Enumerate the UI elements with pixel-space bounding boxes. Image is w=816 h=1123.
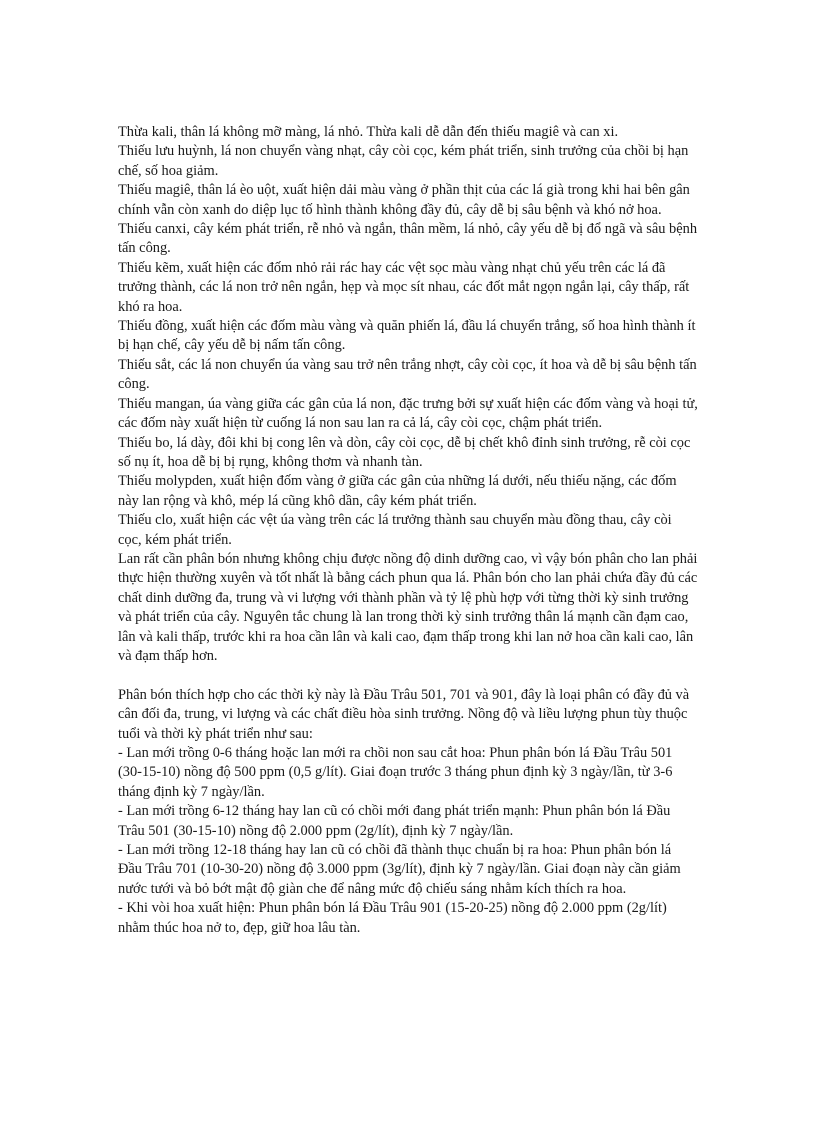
list-item-stage-6-12: - Lan mới trồng 6-12 tháng hay lan cũ có chồi mới đang phát triển mạnh: Phun phân bón lá Đầu Trâu 501 (30-15-10) nồng độ 2.000 ppm (2g/lít), định kỳ 7 ngày/lần. [118, 803, 671, 839]
paragraph-fertilizer-principles: Lan rất cần phân bón nhưng không chịu được nồng độ dinh dưỡng cao, vì vậy bón phân cho lan phải thực hiện thường xuyên và tốt nhất là bằng cách phun qua lá. Phân bón cho lan phải chứa đầy đủ các chất dinh dưỡng đa, trung và vi lượng với thành phần và tỷ lệ phù hợp với từng thời kỳ sinh trưởng và phát triển của cây. Nguyên tắc chung là lan trong thời kỳ sinh trưởng thân lá mạnh cần đạm cao, lân và kali thấp, trước khi ra hoa cần lân và kali cao, đạm thấp trong khi lan nở hoa cần kali cao, lân và đạm thấp hơn. [118, 550, 698, 664]
list-item-stage-0-6: - Lan mới trồng 0-6 tháng hoặc lan mới ra chồi non sau cắt hoa: Phun phân bón lá Đầu Trâu 501 (30-15-10) nồng độ 500 ppm (0,5 g/lít). Giai đoạn trước 3 tháng phun định kỳ 3 ngày/lần, từ 3-6 tháng định kỳ 7 ngày/lần. [118, 744, 673, 800]
paragraph-magnesium-deficiency: Thiếu magiê, thân lá èo uột, xuất hiện dải màu vàng ở phần thịt của các lá già trong khi hai bên gân chính vẫn còn xanh do diệp lục tố hình thành không đầy đủ, cây dễ bị sâu bệnh và khó nở hoa. [118, 182, 690, 218]
paragraph-fertilizer-intro: Phân bón thích hợp cho các thời kỳ này là Đầu Trâu 501, 701 và 901, đây là loại phân có đầy đủ và cân đối đa, trung, vi lượng và các chất điều hòa sinh trưởng. Nồng độ và liều lượng phun tùy thuộc tuổi và thời kỳ phát triển như sau: [118, 686, 690, 742]
paragraph-molybdenum-deficiency: Thiếu molypden, xuất hiện đốm vàng ở giữa các gân của những lá dưới, nếu thiếu nặng, các đốm này lan rộng và khô, mép lá cũng khô dần, cây kém phát triển. [118, 473, 677, 509]
paragraph-zinc-deficiency: Thiếu kẽm, xuất hiện các đốm nhỏ rải rác hay các vệt sọc màu vàng nhạt chủ yếu trên các lá đã trưởng thành, các lá non trở nên ngắn, hẹp và mọc sít nhau, các đốt mắt ngọn ngắn lại, cây thấp, rất khó ra hoa. [118, 259, 690, 315]
paragraph-calcium-deficiency: Thiếu canxi, cây kém phát triển, rễ nhỏ và ngắn, thân mềm, lá nhỏ, cây yếu dễ bị đổ ngã và sâu bệnh tấn công. [118, 221, 698, 257]
paragraph-spacer [118, 666, 698, 685]
paragraph-boron-deficiency: Thiếu bo, lá dày, đôi khi bị cong lên và dòn, cây còi cọc, dễ bị chết khô đỉnh sinh trưởng, rễ còi cọc số nụ ít, hoa dễ bị bị rụng, không thơm và nhanh tàn. [118, 434, 691, 470]
paragraph-iron-deficiency: Thiếu sắt, các lá non chuyển úa vàng sau trở nên trắng nhợt, cây còi cọc, ít hoa và dễ bị sâu bệnh tấn công. [118, 356, 697, 393]
list-item-flowering: - Khi vòi hoa xuất hiện: Phun phân bón lá Đầu Trâu 901 (15-20-25) nồng độ 2.000 ppm (2g/lít) nhằm thúc hoa nở to, đẹp, giữ hoa lâu tàn. [118, 900, 667, 936]
paragraph-manganese-deficiency: Thiếu mangan, úa vàng giữa các gân của lá non, đặc trưng bởi sự xuất hiện các đốm vàng và hoại tử, các đốm này xuất hiện từ cuống lá non sau lan ra cả lá, cây còi cọc, chậm phát triển. [118, 395, 698, 432]
paragraph-copper-deficiency: Thiếu đồng, xuất hiện các đốm màu vàng và quăn phiến lá, đầu lá chuyển trắng, số hoa hình thành ít bị hạn chế, cây yếu dễ bị nấm tấn công. [118, 318, 696, 354]
paragraph-excess-potassium: Thừa kali, thân lá không mỡ màng, lá nhỏ. Thừa kali dễ dẫn đến thiếu magiê và can xi. [118, 124, 619, 140]
paragraph-chlorine-deficiency: Thiếu clo, xuất hiện các vệt úa vàng trên các lá trưởng thành sau chuyển màu đồng thau, cây còi cọc, kém phát triển. [118, 512, 672, 548]
list-item-stage-12-18: - Lan mới trồng 12-18 tháng hay lan cũ có chồi đã thành thục chuẩn bị ra hoa: Phun phân bón lá Đầu Trâu 701 (10-30-20) nồng độ 3.000 ppm (3g/lít), định kỳ 7 ngày/lần. Giai đoạn này cần giảm nước tưới và bỏ bớt mật độ giàn che để nâng mức độ chiếu sáng nhằm kích thích ra hoa. [118, 842, 681, 897]
paragraph-sulfur-deficiency: Thiếu lưu huỳnh, lá non chuyển vàng nhạt, cây còi cọc, kém phát triển, sinh trưởng của chồi bị hạn chế, số hoa giảm. [118, 143, 689, 179]
document-body [118, 123, 698, 938]
